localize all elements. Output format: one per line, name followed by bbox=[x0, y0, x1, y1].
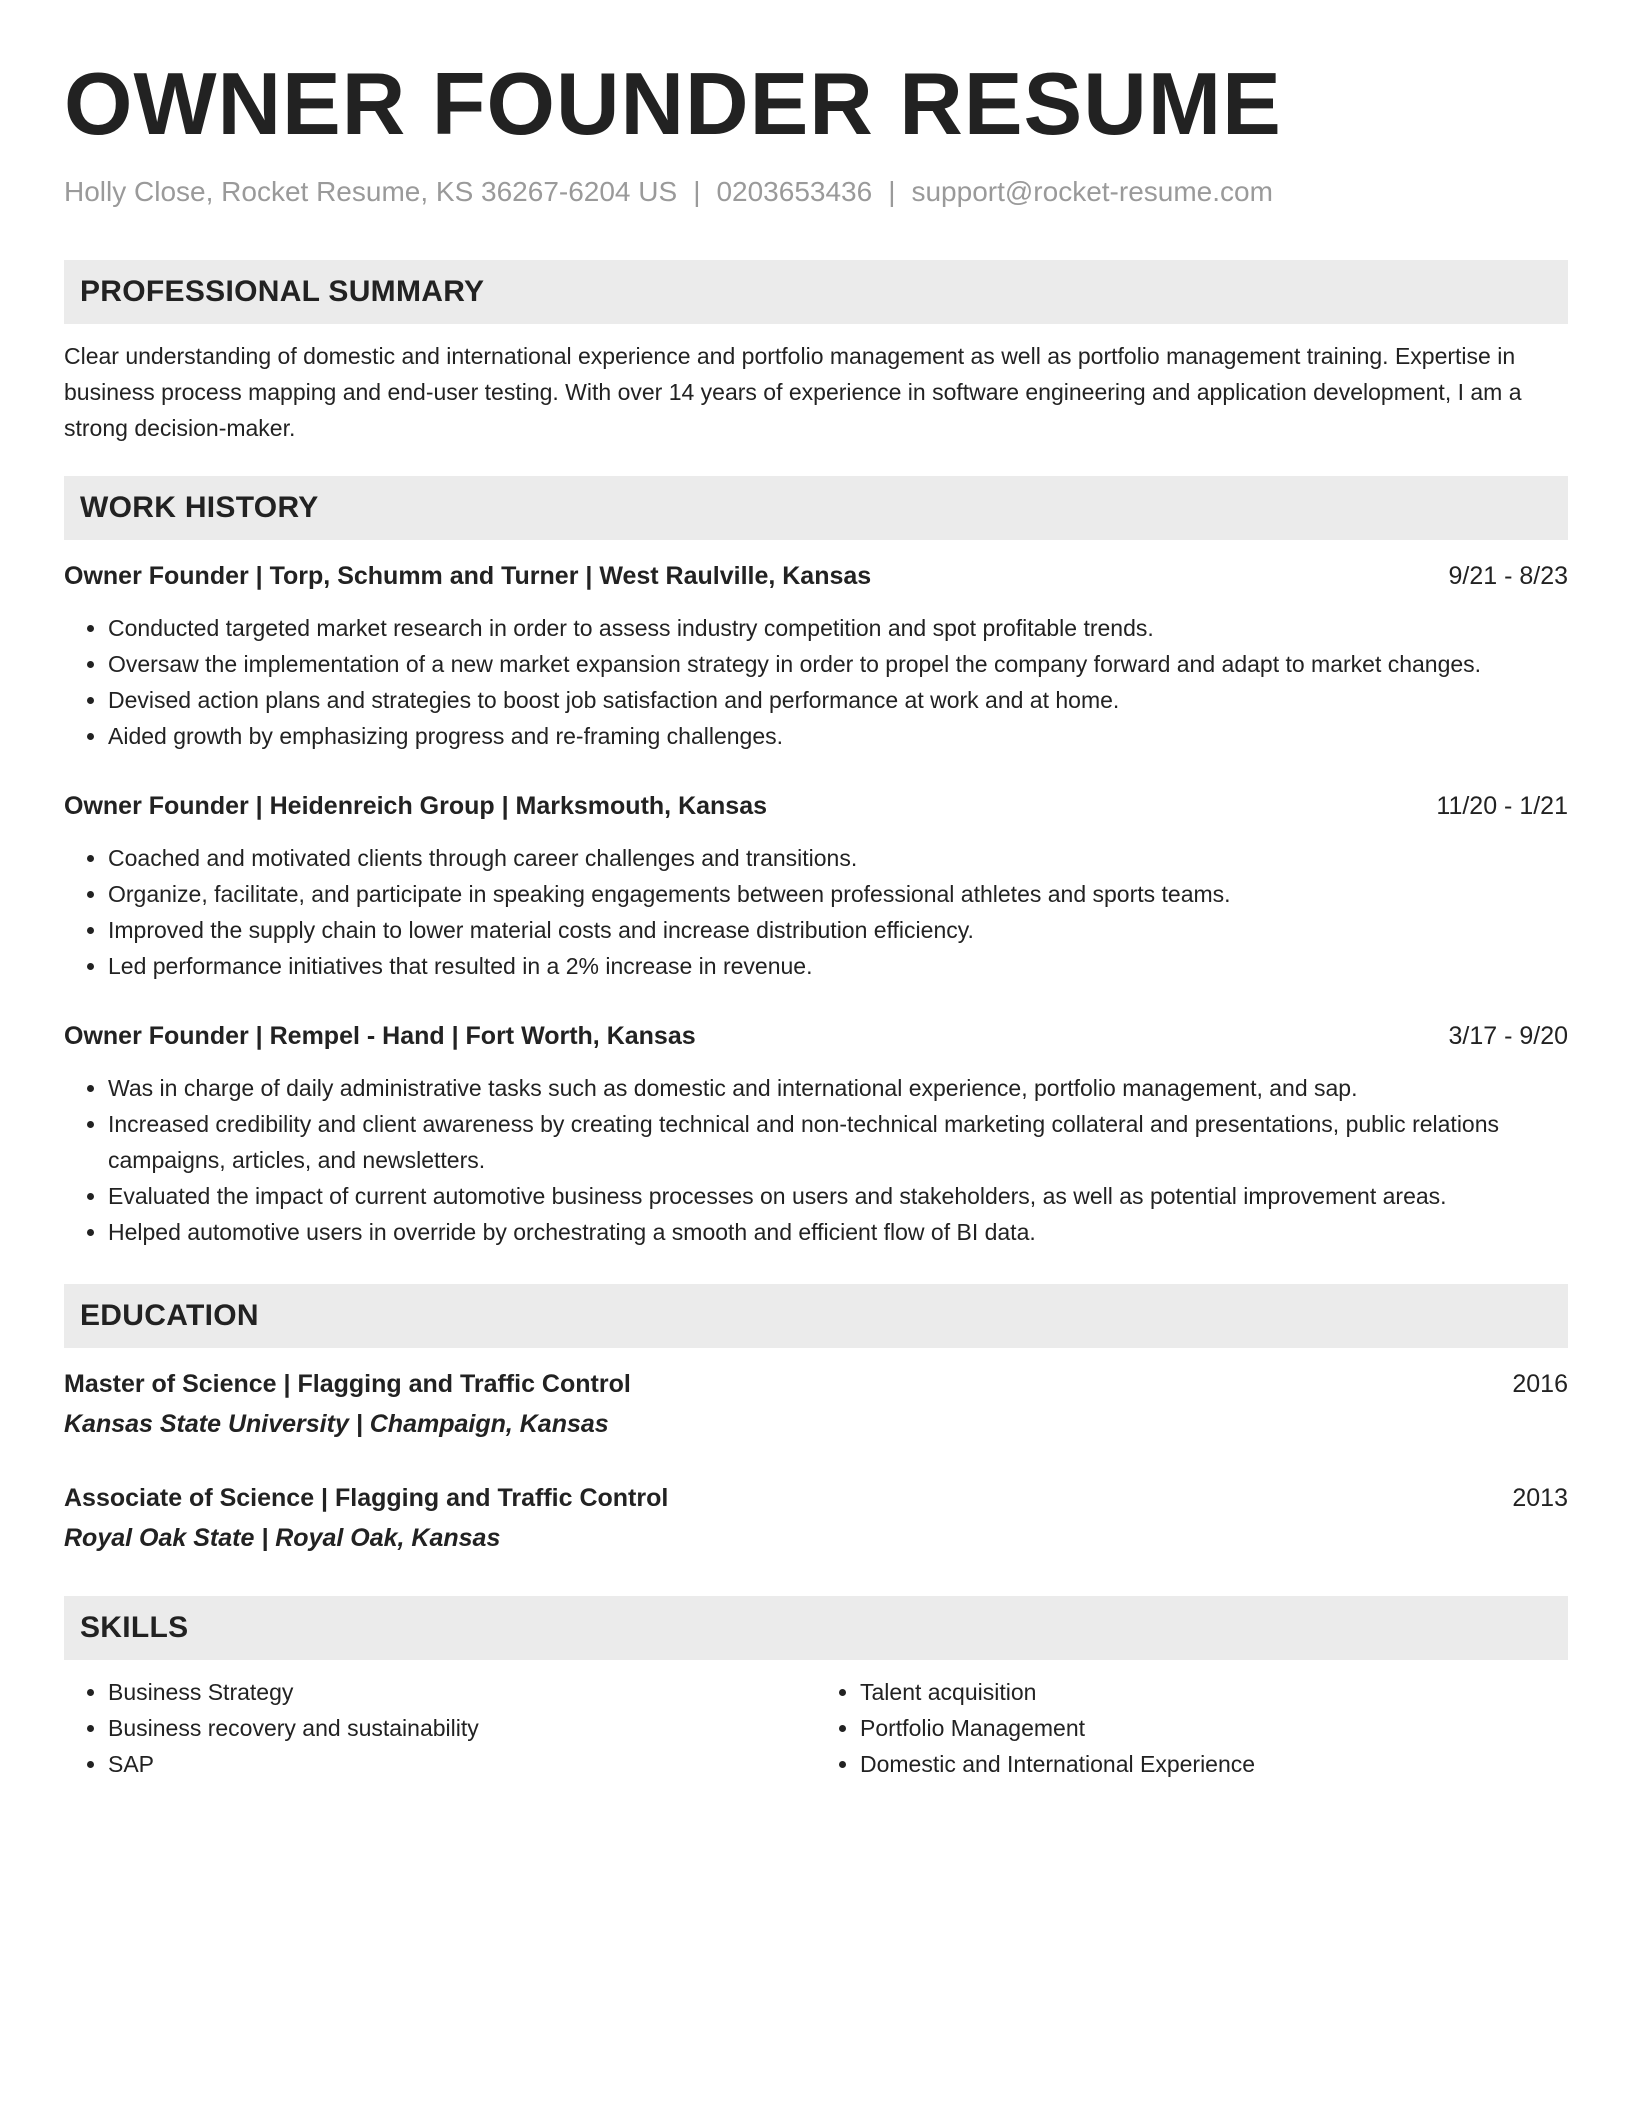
job-bullets bbox=[64, 1070, 1568, 1250]
job-bullets bbox=[64, 610, 1568, 754]
education-school: Kansas State University | Champaign, Kansas bbox=[64, 1410, 609, 1438]
job-title: Owner Founder | Heidenreich Group | Marksmouth, Kansas bbox=[64, 792, 768, 820]
job-header bbox=[64, 558, 1568, 594]
job-bullet: • Led performance initiatives that resulted in a 2% increase in revenue. bbox=[108, 948, 1568, 984]
skill-item: • Domestic and International Experience bbox=[860, 1746, 1568, 1782]
job-header bbox=[64, 1018, 1568, 1054]
job-dates: 9/21 - 8/23 bbox=[1448, 562, 1568, 590]
skill-item: • Portfolio Management bbox=[860, 1710, 1568, 1746]
skill-item: • Talent acquisition bbox=[860, 1674, 1568, 1710]
job-bullet: • Organize, facilitate, and participate in speaking engagements between professional athletes and sports teams. bbox=[108, 876, 1568, 912]
job-bullet: • Helped automotive users in override by orchestrating a smooth and efficient flow of BI data. bbox=[108, 1214, 1568, 1250]
contact-phone: 0203653436 bbox=[716, 176, 873, 207]
skills-column-left bbox=[64, 1674, 816, 1782]
skills-bullets bbox=[816, 1674, 1568, 1782]
skill-item: • Business Strategy bbox=[108, 1674, 816, 1710]
education-degree: Master of Science | Flagging and Traffic Control bbox=[64, 1370, 631, 1398]
job-entry bbox=[64, 558, 1568, 754]
section-heading-skills: SKILLS bbox=[64, 1596, 1568, 1660]
education-header bbox=[64, 1480, 1568, 1516]
summary-text: Clear understanding of domestic and international experience and portfolio management as well as portfolio management training. Expertise in business process mapping and end-user testing. With over 14 years of experience in software engineering and application development, I am a strong decision-maker. bbox=[64, 343, 1522, 441]
job-entry bbox=[64, 788, 1568, 984]
job-bullet: • Devised action plans and strategies to boost job satisfaction and performance at work and at home. bbox=[108, 682, 1568, 718]
job-entry bbox=[64, 1018, 1568, 1250]
education-header bbox=[64, 1366, 1568, 1402]
contact-separator: | bbox=[888, 176, 896, 207]
job-bullet: • Evaluated the impact of current automotive business processes on users and stakeholders, as well as potential improvement areas. bbox=[108, 1178, 1568, 1214]
education-year: 2013 bbox=[1512, 1484, 1568, 1512]
skills-column-right bbox=[816, 1674, 1568, 1782]
job-bullet: • Improved the supply chain to lower material costs and increase distribution efficiency. bbox=[108, 912, 1568, 948]
skills-list bbox=[64, 1674, 1568, 1782]
contact-address: Holly Close, Rocket Resume, KS 36267-6204 US bbox=[64, 176, 678, 207]
job-bullet: • Aided growth by emphasizing progress and re-framing challenges. bbox=[108, 718, 1568, 754]
job-dates: 11/20 - 1/21 bbox=[1436, 792, 1568, 820]
education-degree: Associate of Science | Flagging and Traffic Control bbox=[64, 1484, 669, 1512]
education-year: 2016 bbox=[1512, 1370, 1568, 1398]
job-bullet: • Conducted targeted market research in order to assess industry competition and spot profitable trends. bbox=[108, 610, 1568, 646]
section-heading-education: EDUCATION bbox=[64, 1284, 1568, 1348]
resume-title: OWNER FOUNDER RESUME bbox=[64, 54, 1282, 153]
education-entry bbox=[64, 1366, 1568, 1442]
skill-item: • SAP bbox=[108, 1746, 816, 1782]
job-bullet: • Increased credibility and client awareness by creating technical and non-technical marketing collateral and presentations, public relations campaigns, articles, and newsletters. bbox=[108, 1106, 1568, 1178]
contact-email: support@rocket-resume.com bbox=[911, 176, 1273, 207]
job-bullet: • Oversaw the implementation of a new market expansion strategy in order to propel the company forward and adapt to market changes. bbox=[108, 646, 1568, 682]
job-dates: 3/17 - 9/20 bbox=[1448, 1022, 1568, 1050]
contact-line bbox=[64, 174, 1568, 210]
job-bullet: • Coached and motivated clients through career challenges and transitions. bbox=[108, 840, 1568, 876]
education-entry bbox=[64, 1480, 1568, 1556]
section-heading-work-history: WORK HISTORY bbox=[64, 476, 1568, 540]
skills-bullets bbox=[64, 1674, 816, 1782]
job-title: Owner Founder | Rempel - Hand | Fort Worth, Kansas bbox=[64, 1022, 696, 1050]
job-bullets bbox=[64, 840, 1568, 984]
job-bullet: • Was in charge of daily administrative tasks such as domestic and international experience, portfolio management, and sap. bbox=[108, 1070, 1568, 1106]
education-school: Royal Oak State | Royal Oak, Kansas bbox=[64, 1524, 501, 1552]
section-heading-summary: PROFESSIONAL SUMMARY bbox=[64, 260, 1568, 324]
skill-item: • Business recovery and sustainability bbox=[108, 1710, 816, 1746]
contact-separator: | bbox=[693, 176, 701, 207]
job-header bbox=[64, 788, 1568, 824]
job-title: Owner Founder | Torp, Schumm and Turner | West Raulville, Kansas bbox=[64, 562, 872, 590]
